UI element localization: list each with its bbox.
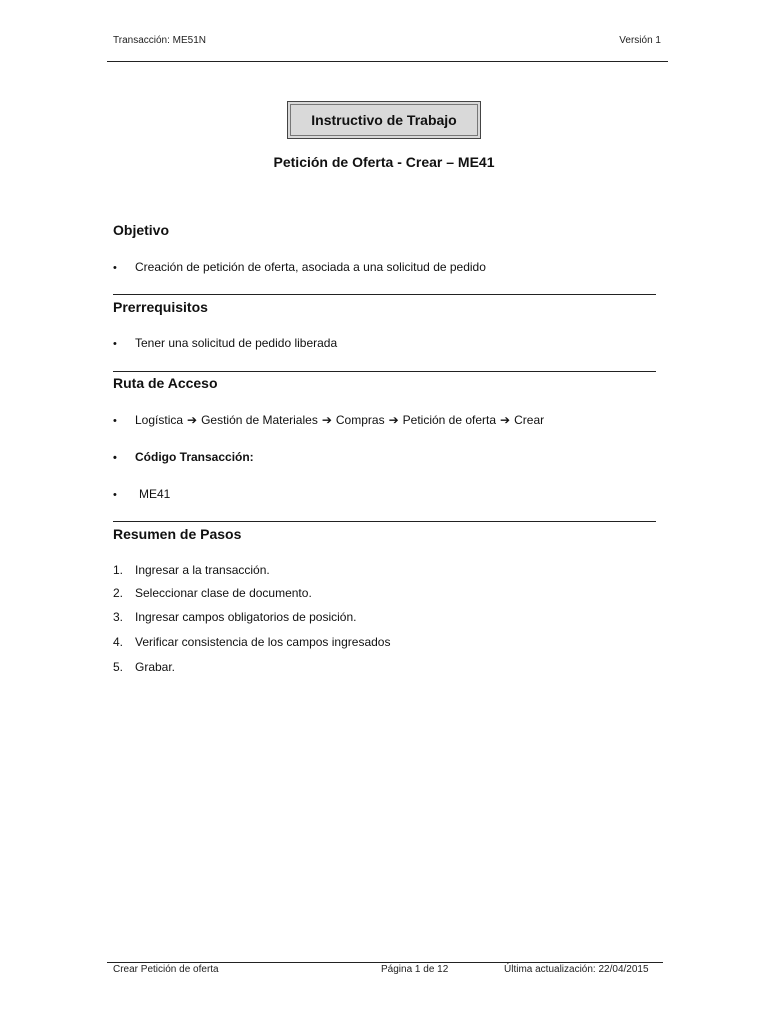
header-version: Versión 1 [619,35,661,46]
bullet-icon: • [113,262,117,274]
list-item-codigo-label [113,450,254,464]
codigo-value: ME41 [139,487,171,501]
step-text: Verificar consistencia de los campos ingresados [135,635,391,649]
document-title: Instructivo de Trabajo [311,112,457,128]
arrow-right-icon: ➔ [187,413,198,427]
footer-page-number: Página 1 de 12 [381,964,449,975]
list-item-codigo-value [113,487,170,501]
section-heading-prerrequisitos: Prerrequisitos [113,299,208,315]
document-title-box [287,101,481,139]
header-transaction: Transacción: ME51N [113,35,206,46]
arrow-right-icon: ➔ [500,413,511,427]
path-step-gestion: Gestión de Materiales [201,413,318,427]
list-item-step [113,563,270,577]
footer-last-update: Última actualización: 22/04/2015 [504,964,649,975]
list-item-prerrequisitos [113,336,337,350]
list-item-step [113,635,390,649]
section-divider [113,371,656,372]
step-text: Ingresar campos obligatorios de posición. [135,610,357,624]
bullet-icon: • [113,415,117,427]
path-step-crear: Crear [514,413,545,427]
bullet-icon: • [113,338,117,350]
list-item-step [113,610,356,624]
section-divider [113,521,656,522]
section-divider [113,294,656,295]
list-item-step [113,660,175,674]
footer-divider [107,962,663,963]
objetivo-text: Creación de petición de oferta, asociada a una solicitud de pedido [135,260,486,274]
step-number: 4. [113,635,124,649]
path-step-compras: Compras [335,413,385,427]
footer-document-name: Crear Petición de oferta [113,964,219,975]
section-heading-ruta: Ruta de Acceso [113,375,218,391]
path-step-peticion: Petición de oferta [402,413,497,427]
bullet-icon: • [113,489,117,501]
step-number: 3. [113,610,124,624]
list-item-ruta-path [113,413,544,427]
step-text: Grabar. [135,660,176,674]
codigo-label: Código Transacción: [135,450,254,464]
document-subtitle: Petición de Oferta - Crear – ME41 [273,154,495,170]
prerrequisitos-text: Tener una solicitud de pedido liberada [135,336,338,350]
arrow-right-icon: ➔ [321,413,332,427]
step-number: 5. [113,660,124,674]
list-item-step [113,586,312,600]
path-step-logistica: Logística [135,413,184,427]
step-number: 1. [113,563,124,577]
bullet-icon: • [113,452,117,464]
arrow-right-icon: ➔ [388,413,399,427]
section-heading-objetivo: Objetivo [113,222,170,238]
list-item-objetivo [113,260,486,274]
step-text: Seleccionar clase de documento. [135,586,312,600]
step-number: 2. [113,586,124,600]
section-heading-resumen: Resumen de Pasos [113,526,242,542]
step-text: Ingresar a la transacción. [135,563,270,577]
header-divider [107,61,668,62]
